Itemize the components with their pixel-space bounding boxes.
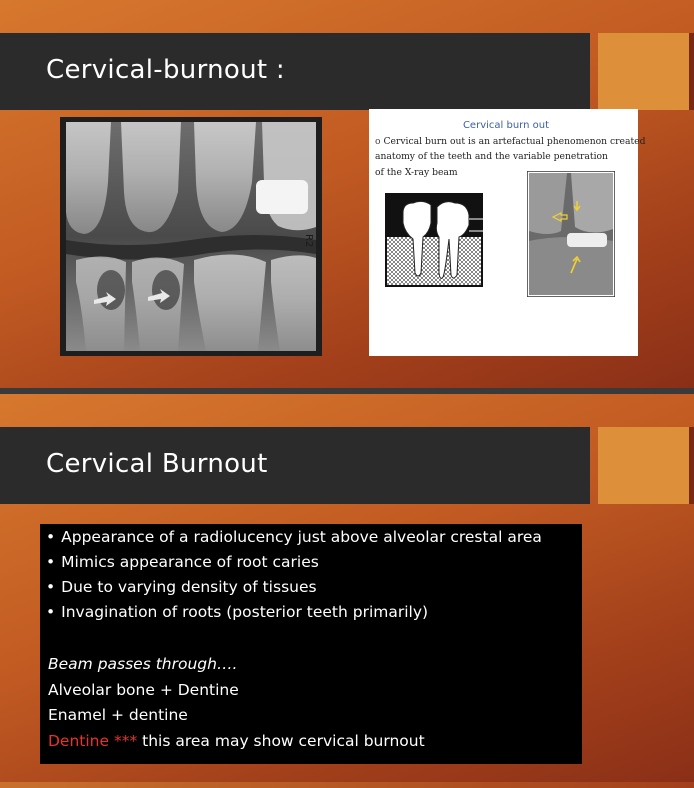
bullet-dot: •	[46, 528, 56, 546]
bullet-item-2	[46, 553, 319, 571]
tooth-schematic	[385, 193, 483, 287]
slide-1-title: Cervical-burnout :	[46, 55, 285, 85]
dentine-rest: this area may show cervical burnout	[137, 732, 425, 750]
bullet-item-4	[46, 603, 428, 621]
bullet-text: Appearance of a radiolucency just above alveolar crestal area	[61, 528, 542, 546]
xray-graphic	[66, 122, 316, 351]
slide-1	[0, 0, 694, 388]
diagram-line-3: of the X-ray beam	[375, 167, 458, 178]
diagram-line-2: anatomy of the teeth and the variable penetration	[375, 151, 608, 162]
slide-2	[0, 394, 694, 782]
slide-1-title-bar	[0, 33, 590, 110]
dentine-label: Dentine ***	[48, 732, 138, 750]
slide-1-accent-box	[598, 33, 689, 110]
content-box	[40, 524, 582, 764]
xray-label: R2	[303, 234, 314, 248]
bullet-dot: •	[46, 578, 56, 596]
bullet-dot: •	[46, 553, 56, 571]
diagram-line-1	[375, 136, 645, 147]
slide-2-title-bar	[0, 427, 590, 504]
beam-heading: Beam passes through….	[48, 655, 238, 673]
xray-image	[60, 117, 322, 356]
bullet-dot: •	[46, 603, 56, 621]
diagram-bullet: o	[375, 136, 381, 147]
bottom-strip	[0, 782, 694, 788]
beam-line-1: Alveolar bone + Dentine	[48, 681, 239, 699]
slide-2-title: Cervical Burnout	[46, 449, 268, 479]
bullet-item-3	[46, 578, 317, 596]
xray-thumbnail	[527, 171, 615, 297]
dentine-line	[48, 732, 425, 750]
bullet-text: Mimics appearance of root caries	[61, 553, 319, 571]
slide-2-accent-box	[598, 427, 689, 504]
diagram-panel	[369, 109, 646, 356]
diagram-line-1-text: Cervical burn out is an artefactual phenomenon created	[383, 136, 646, 147]
beam-line-2: Enamel + dentine	[48, 706, 188, 724]
bullet-text: Due to varying density of tissues	[61, 578, 317, 596]
diagram-heading: Cervical burn out	[462, 120, 549, 131]
bullet-text: Invagination of roots (posterior teeth primarily)	[61, 603, 429, 621]
bullet-item-1	[46, 528, 542, 546]
